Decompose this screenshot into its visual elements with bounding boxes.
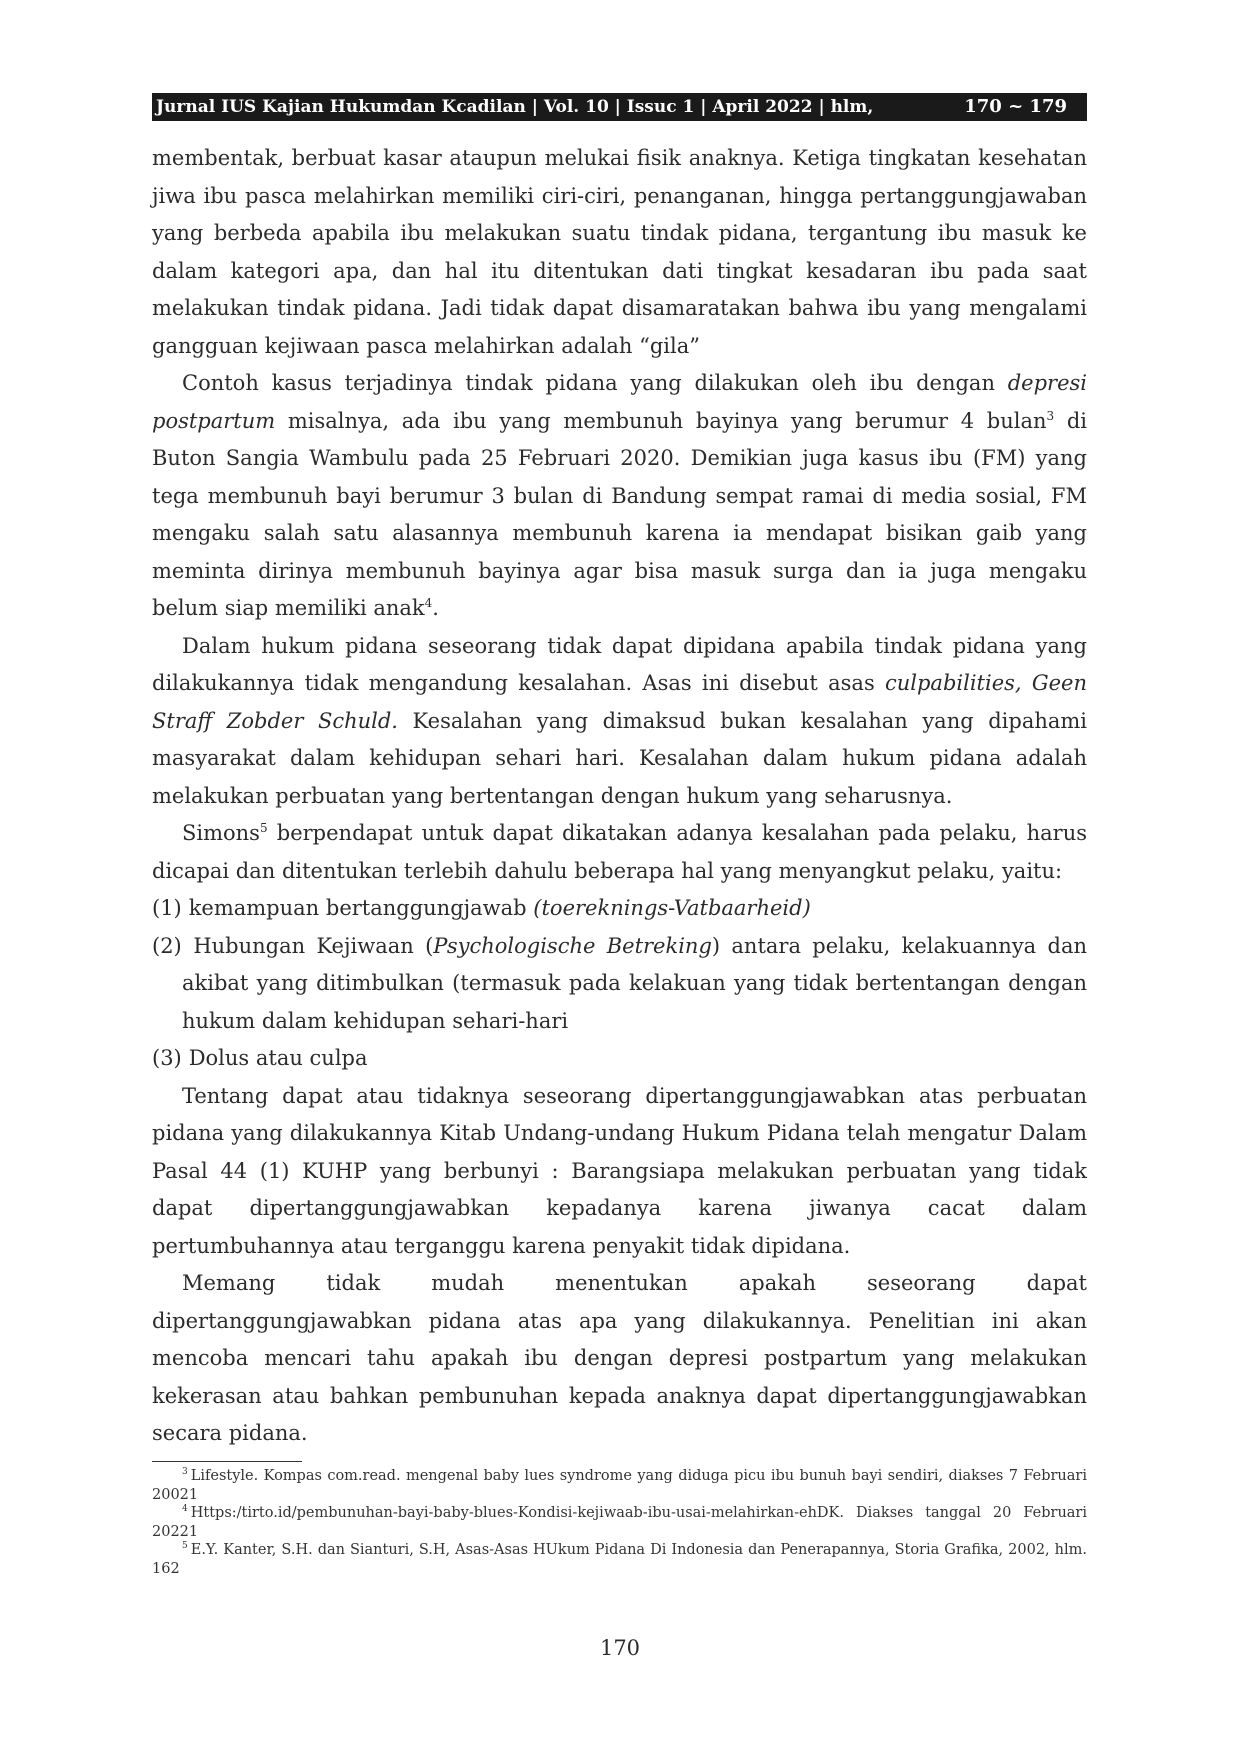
list-number: (2) bbox=[152, 933, 182, 958]
footnote-ref[interactable]: 3 bbox=[1046, 408, 1055, 423]
footnote-text: Lifestyle. Kompas com.read. mengenal baby lues syndrome yang diduga picu ibu bunuh bayi sendiri, diakses 7 Februari 20021 bbox=[152, 1468, 1087, 1503]
italic-term: culpabilities, Geen Straff Zobder Schuld. bbox=[152, 671, 1087, 733]
footnote bbox=[152, 1504, 1087, 1541]
list-item bbox=[152, 928, 1087, 1041]
paragraph bbox=[152, 628, 1087, 816]
list-number: (3) bbox=[152, 1046, 182, 1070]
paragraph-text: di Buton Sangia Wambulu pada 25 Februari 2020. Demikian juga kasus ibu (FM) yang tega membunuh bayi berumur 3 bulan di Bandung sempat ramai di media sosial, FM mengaku salah satu alasannya membunuh karena ia mendapat bisikan gaib yang meminta dirinya membunuh bayinya agar bisa masuk surga dan ia juga mengaku belum siap memiliki anak bbox=[152, 408, 1087, 620]
paragraph bbox=[152, 140, 1087, 365]
list-item bbox=[152, 1040, 1087, 1078]
list-item bbox=[152, 890, 1087, 928]
page-range: 170 ~ 179 bbox=[964, 96, 1067, 117]
paragraph-text: Kesalahan yang dimaksud bukan kesalahan yang dipahami masyarakat dalam kehidupan sehari hari. Kesalahan dalam hukum pidana adalah melakukan perbuatan yang bertentangan dengan hukum yang seharusnya. bbox=[152, 708, 1088, 808]
footnote-ref[interactable]: 4 bbox=[424, 596, 433, 610]
list-number: (1) bbox=[152, 896, 182, 920]
paragraph bbox=[152, 1265, 1087, 1453]
list-text: Hubungan Kejiwaan ( bbox=[193, 933, 434, 958]
page-number: 170 bbox=[599, 1636, 641, 1660]
paragraph-text: berpendapat untuk dapat dikatakan adanya kesalahan pada pelaku, harus dicapai dan ditentukan terlebih dahulu beberapa hal yang menyangkut pelaku, yaitu: bbox=[152, 821, 1087, 883]
paragraph-text: misalnya, ada ibu yang membunuh bayinya yang berumur 4 bulan bbox=[275, 408, 1047, 433]
italic-term: (toereknings-Vatbaarheid) bbox=[533, 896, 811, 920]
footnote-ref[interactable]: 5 bbox=[259, 821, 268, 835]
paragraph-text: Memang tidak mudah menentukan apakah seseorang dapat dipertanggungjawabkan pidana atas apa yang dilakukannya. Penelitian ini akan mencoba mencari tahu apakah ibu dengan depresi postpartum yang melakukan kekerasan atau bahkan pembunuhan kepada anaknya dapat dipertanggungjawabkan secara pidana. bbox=[152, 1271, 1087, 1445]
footnote-text: E.Y. Kanter, S.H. dan Sianturi, S.H, Asas-Asas HUkum Pidana Di Indonesia dan Penerapannya, Storia Grafika, 2002, hlm. 162 bbox=[152, 1542, 1087, 1577]
paragraph-text: membentak, berbuat kasar ataupun melukai fisik anaknya. Ketiga tingkatan kesehatan jiwa ibu pasca melahirkan memiliki ciri-ciri, penanganan, hingga pertanggungjawaban yang berbeda apabila ibu melakukan suatu tindak pidana, tergantung ibu masuk ke dalam kategori apa, dan hal itu ditentukan dati tingkat kesadaran ibu pada saat melakukan tindak pidana. Jadi tidak dapat disamaratakan bahwa ibu yang mengalami gangguan kejiwaan pasca melahirkan adalah “gila” bbox=[152, 146, 1087, 358]
paragraph-text: Dalam hukum pidana seseorang tidak dapat dipidana apabila tindak pidana yang dilakukannya tidak mengandung kesalahan. Asas ini disebut asas bbox=[152, 633, 1087, 695]
list-text: kemampuan bertanggungjawab bbox=[188, 896, 534, 920]
list-text: ) antara pelaku, kelakuannya dan akibat yang ditimbulkan (termasuk pada kelakuan yang tidak bertentangan dengan hukum dalam kehidupan sehari-hari bbox=[182, 933, 1087, 1033]
paragraph bbox=[152, 1078, 1087, 1266]
article-body bbox=[152, 140, 1087, 1453]
footnote-number: 3 bbox=[182, 1467, 188, 1478]
footnotes bbox=[152, 1467, 1087, 1578]
footnote-text: Https:/tirto.id/pembunuhan-bayi-baby-blues-Kondisi-kejiwaab-ibu-usai-melahirkan-ehDK. Diakses tanggal 20 Februari 20221 bbox=[152, 1505, 1087, 1540]
paragraph-text: Simons bbox=[182, 821, 260, 845]
paragraph-text: Tentang dapat atau tidaknya seseorang dipertanggungjawabkan atas perbuatan pidana yang dilakukannya Kitab Undang-undang Hukum Pidana telah mengatur Dalam Pasal 44 (1) KUHP yang berbunyi : Barangsiapa melakukan perbuatan yang tidak dapat dipertanggungjawabkan kepadanya karena jiwanya cacat dalam pertumbuhannya atau terganggu karena penyakit tidak dipidana. bbox=[152, 1083, 1087, 1258]
paragraph bbox=[152, 365, 1087, 628]
paragraph-text: Contoh kasus terjadinya tindak pidana yang dilakukan oleh ibu dengan bbox=[182, 371, 1008, 395]
paragraph bbox=[152, 815, 1087, 890]
running-header bbox=[152, 93, 1087, 121]
italic-term: Psychologische Betreking bbox=[433, 933, 712, 958]
footnote-number: 5 bbox=[182, 1541, 188, 1552]
italic-term: depresi postpartum bbox=[152, 371, 1087, 433]
paragraph-text: . bbox=[432, 596, 439, 620]
footnote bbox=[152, 1541, 1087, 1578]
list-text: Dolus atau culpa bbox=[188, 1046, 368, 1070]
footnote-divider bbox=[152, 1461, 302, 1462]
footnote bbox=[152, 1467, 1087, 1504]
journal-citation: Jurnal IUS Kajian Hukumdan Kcadilan | Vol. 10 | Issuc 1 | April 2022 | hlm, bbox=[156, 97, 874, 117]
footnote-number: 4 bbox=[182, 1504, 188, 1515]
